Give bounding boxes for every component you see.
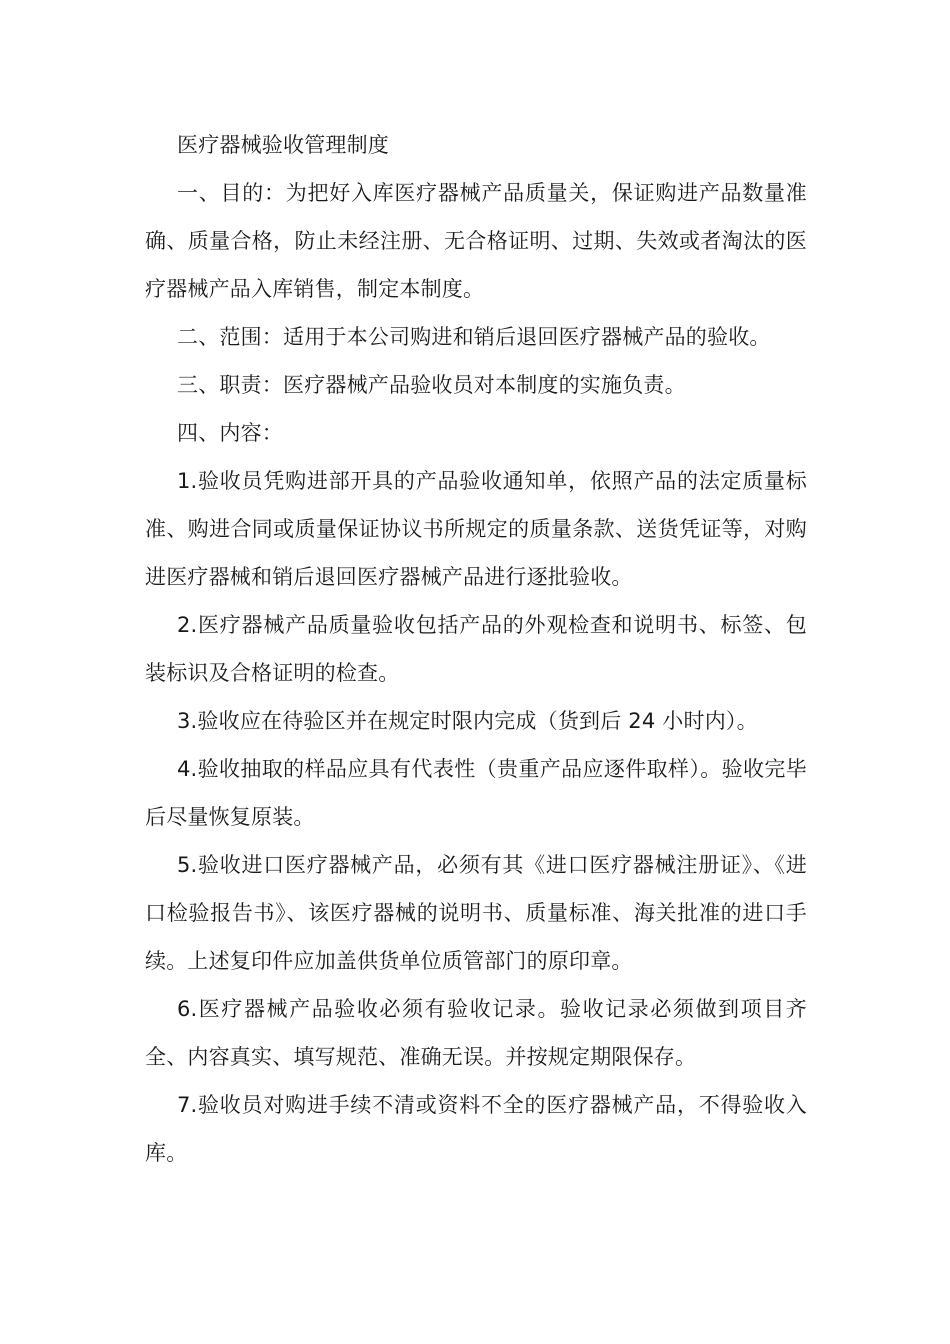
content-item-7: 7.验收员对购进手续不清或资料不全的医疗器械产品，不得验收入库。 bbox=[145, 1093, 807, 1165]
content-item-6: 6.医疗器械产品验收必须有验收记录。验收记录必须做到项目齐全、内容真实、填写规范、准确无误。并按规定期限保存。 bbox=[145, 997, 807, 1069]
content-item-3: 3.验收应在待验区并在规定时限内完成（货到后 24 小时内）。 bbox=[177, 709, 758, 733]
content-item-5: 5.验收进口医疗器械产品，必须有其《进口医疗器械注册证》、《进口检验报告书》、该医疗器械的说明书、质量标准、海关批准的进口手续。上述复印件应加盖供货单位质管部门的原印章。 bbox=[145, 853, 807, 973]
content-item-4: 4.验收抽取的样品应具有代表性（贵重产品应逐件取样）。验收完毕后尽量恢复原装。 bbox=[145, 757, 807, 829]
section-purpose: 一、目的：为把好入库医疗器械产品质量关，保证购进产品数量准确、质量合格，防止未经注册、无合格证明、过期、失效或者淘汰的医疗器械产品入库销售，制定本制度。 bbox=[145, 181, 807, 301]
section-content-heading: 四、内容： bbox=[177, 421, 283, 445]
content-item-1: 1.验收员凭购进部开具的产品验收通知单，依照产品的法定质量标准、购进合同或质量保证协议书所规定的质量条款、送货凭证等，对购进医疗器械和销后退回医疗器械产品进行逐批验收。 bbox=[145, 469, 807, 589]
document-title: 医疗器械验收管理制度 bbox=[177, 133, 389, 157]
document-body bbox=[145, 121, 807, 1177]
content-item-2: 2.医疗器械产品质量验收包括产品的外观检查和说明书、标签、包装标识及合格证明的检查。 bbox=[145, 613, 807, 685]
section-responsibility: 三、职责：医疗器械产品验收员对本制度的实施负责。 bbox=[177, 373, 686, 397]
section-scope: 二、范围：适用于本公司购进和销后退回医疗器械产品的验收。 bbox=[177, 325, 771, 349]
